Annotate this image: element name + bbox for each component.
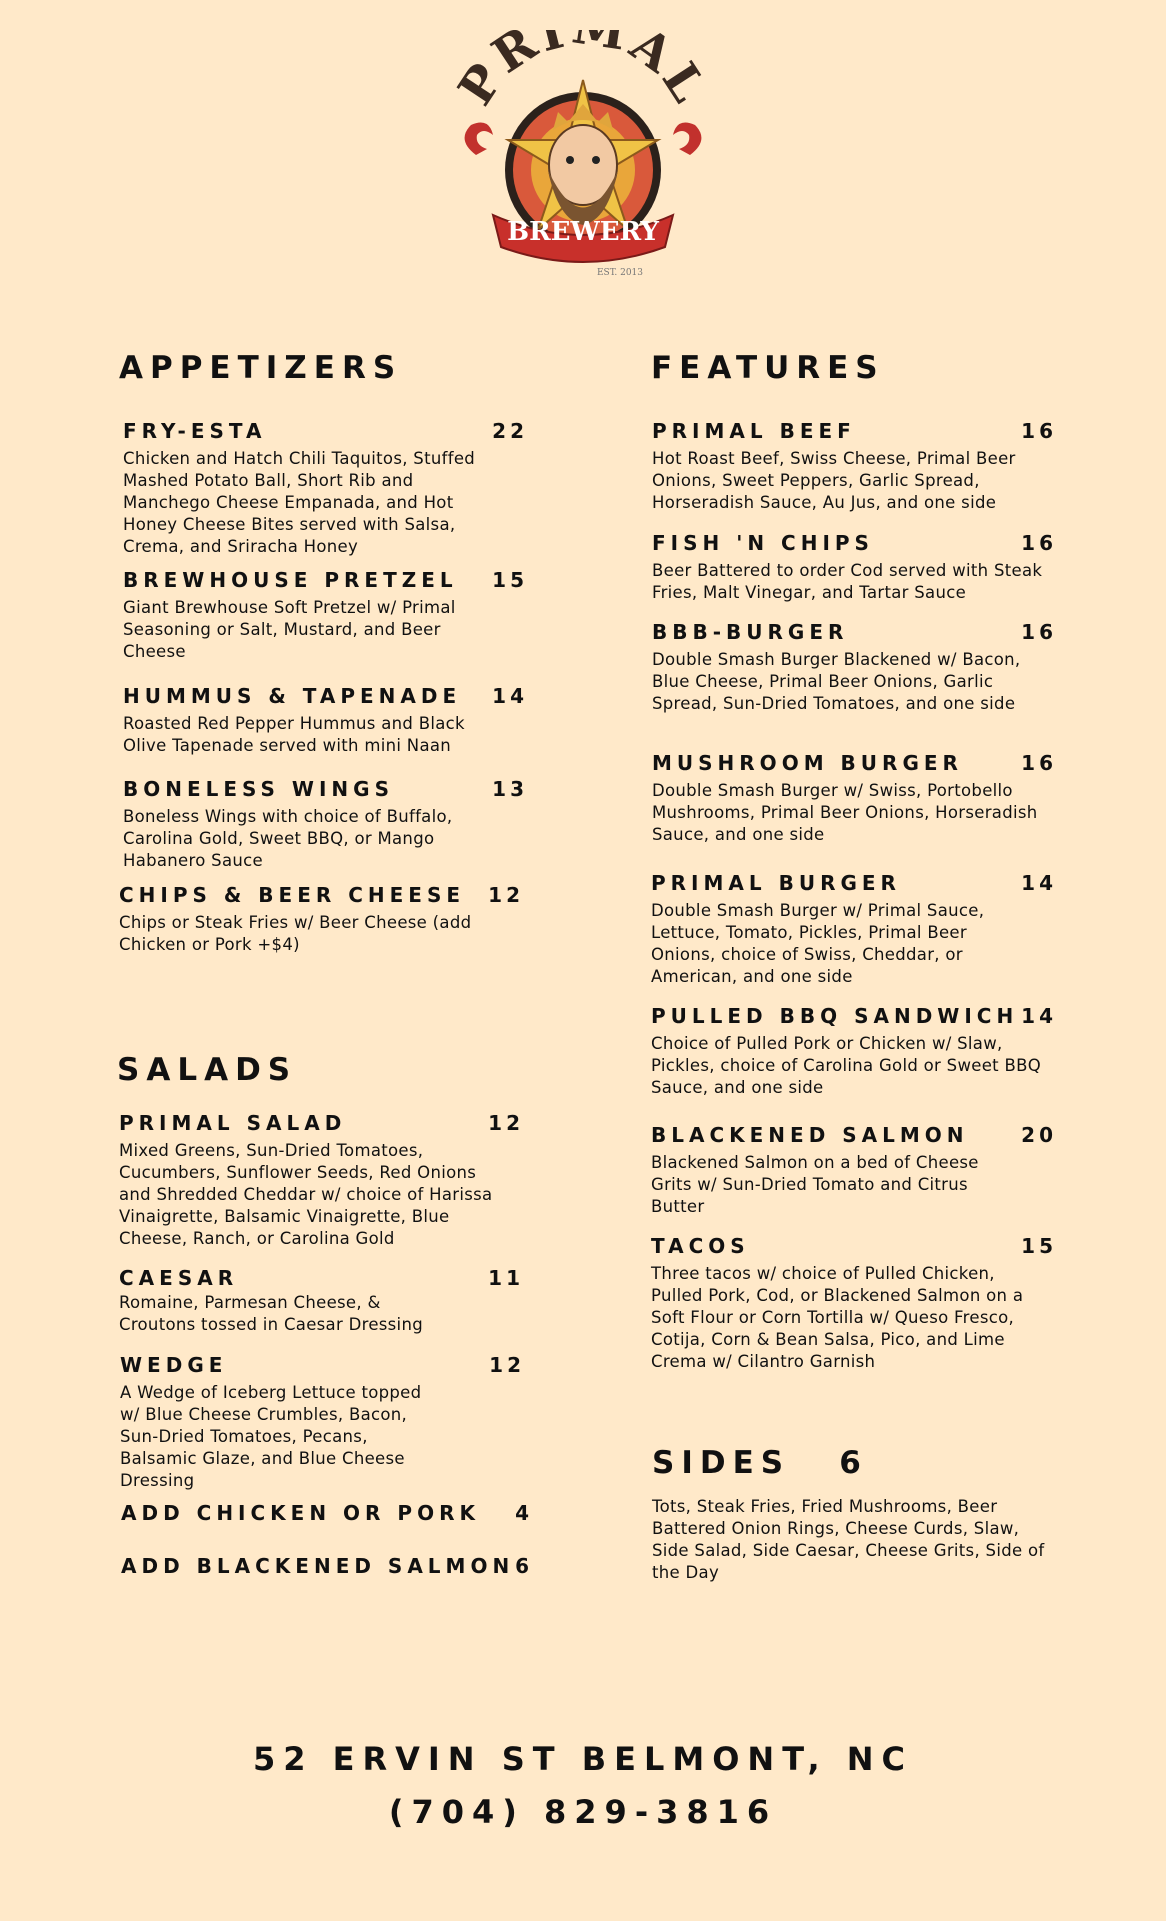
sides-description: Tots, Steak Fries, Fried Mushrooms, Beer Battered Onion Rings, Cheese Curds, Slaw, Side Salad, Side Caesar, Cheese Grits, Side of the Day [652, 1497, 1045, 1582]
menu-item [651, 1234, 1057, 1373]
sides-price: 6 [839, 1445, 868, 1481]
item-description: Chicken and Hatch Chili Taquitos, Stuffed Mashed Potato Ball, Short Rib and Manchego Cheese Empanada, and Hot Honey Cheese Bites served with Salsa, Crema, and Sriracha Honey [123, 449, 476, 556]
item-price: 12 [488, 883, 524, 907]
menu-item [119, 1266, 524, 1336]
item-name: PRIMAL BEEF [652, 419, 856, 443]
item-price: 13 [492, 777, 528, 801]
primal-brewery-logo [448, 30, 718, 286]
item-description: Double Smash Burger w/ Primal Sauce, Lettuce, Tomato, Pickles, Primal Beer Onions, choice of Swiss, Cheddar, or American, and one side [651, 901, 985, 986]
item-price: 16 [1021, 620, 1057, 644]
item-price: 12 [489, 1353, 525, 1377]
item-name: PRIMAL SALAD [119, 1111, 347, 1135]
item-description: Double Smash Burger w/ Swiss, Portobello Mushrooms, Primal Beer Onions, Horseradish Sauce, and one side [652, 781, 1038, 844]
svg-text:BREWERY: BREWERY [507, 217, 659, 247]
menu-item [123, 777, 528, 872]
item-description: Beer Battered to order Cod served with Steak Fries, Malt Vinegar, and Tartar Sauce [652, 561, 1043, 602]
svg-text:EST. 2013: EST. 2013 [596, 268, 644, 278]
item-price: 20 [1021, 1123, 1057, 1147]
item-price: 14 [492, 684, 528, 708]
item-description: Hot Roast Beef, Swiss Cheese, Primal Beer Onions, Sweet Peppers, Garlic Spread, Horseradish Sauce, Au Jus, and one side [652, 449, 1016, 512]
item-name: CAESAR [119, 1266, 239, 1290]
item-description: Boneless Wings with choice of Buffalo, Carolina Gold, Sweet BBQ, or Mango Habanero Sauce [123, 807, 453, 870]
item-name: HUMMUS & TAPENADE [123, 684, 462, 708]
addon-item [121, 1501, 533, 1525]
item-description: Giant Brewhouse Soft Pretzel w/ Primal Seasoning or Salt, Mustard, and Beer Cheese [123, 598, 456, 661]
item-description: Romaine, Parmesan Cheese, & Croutons tossed in Caesar Dressing [119, 1293, 423, 1334]
menu-item [651, 871, 1057, 988]
item-price: 14 [1021, 871, 1057, 895]
item-description: Blackened Salmon on a bed of Cheese Grits w/ Sun-Dried Tomato and Citrus Butter [651, 1153, 979, 1216]
item-name: WEDGE [120, 1353, 228, 1377]
menu-item [123, 684, 528, 757]
sides-title: SIDES [652, 1445, 791, 1481]
item-name: FRY-ESTA [123, 419, 267, 443]
addon-item [121, 1554, 533, 1578]
menu-item [120, 1353, 525, 1492]
item-name: BBB-BURGER [652, 620, 849, 644]
item-price: 15 [492, 568, 528, 592]
addon-price: 6 [515, 1554, 533, 1578]
menu-item [119, 883, 524, 956]
item-description: Double Smash Burger Blackened w/ Bacon, Blue Cheese, Primal Beer Onions, Garlic Spread, Sun-Dried Tomatoes, and one side [652, 650, 1021, 713]
item-description: Mixed Greens, Sun-Dried Tomatoes, Cucumbers, Sunflower Seeds, Red Onions and Shredded Cheddar w/ choice of Harissa Vinaigrette, Balsamic Vinaigrette, Blue Cheese, Ranch, or Carolina Gold [119, 1141, 493, 1248]
svg-text:PRIMAL: PRIMAL [448, 30, 718, 116]
menu-item [119, 1111, 524, 1250]
item-name: MUSHROOM BURGER [652, 751, 963, 775]
features-title: FEATURES [651, 350, 885, 386]
item-name: FISH 'N CHIPS [652, 531, 874, 555]
addon-price: 4 [515, 1501, 533, 1525]
menu-item [652, 620, 1057, 715]
item-name: BONELESS WINGS [123, 777, 394, 801]
item-description: Three tacos w/ choice of Pulled Chicken, Pulled Pork, Cod, or Blackened Salmon on a Soft Flour or Corn Tortilla w/ Queso Fresco, Cotija, Corn & Bean Salsa, Pico, and Lime Crema w/ Cilantro Garnish [651, 1264, 1024, 1371]
address: 52 ERVIN ST BELMONT, NC [252, 1740, 914, 1778]
item-price: 22 [492, 419, 528, 443]
item-name: TACOS [651, 1234, 750, 1258]
sides-header [652, 1445, 868, 1481]
item-price: 16 [1021, 751, 1057, 775]
menu-item [652, 531, 1057, 604]
salads-title: SALADS [117, 1052, 298, 1088]
addon-name: ADD CHICKEN OR PORK [121, 1501, 480, 1525]
menu-item [651, 1004, 1057, 1099]
menu-item [651, 1123, 1057, 1218]
menu-item [652, 419, 1057, 514]
item-name: BLACKENED SALMON [651, 1123, 969, 1147]
menu-item [123, 419, 528, 558]
item-description: Chips or Steak Fries w/ Beer Cheese (add Chicken or Pork +$4) [119, 913, 472, 954]
item-description: Choice of Pulled Pork or Chicken w/ Slaw, Pickles, choice of Carolina Gold or Sweet BBQ Sauce, and one side [651, 1034, 1041, 1097]
item-price: 15 [1021, 1234, 1057, 1258]
item-description: Roasted Red Pepper Hummus and Black Olive Tapenade served with mini Naan [123, 714, 465, 755]
item-price: 16 [1021, 419, 1057, 443]
menu-item [123, 568, 528, 663]
item-price: 14 [1021, 1004, 1057, 1028]
item-description: A Wedge of Iceberg Lettuce topped w/ Blue Cheese Crumbles, Bacon, Sun-Dried Tomatoes, Pecans, Balsamic Glaze, and Blue Cheese Dressing [120, 1383, 422, 1490]
item-price: 12 [488, 1111, 524, 1135]
item-price: 11 [488, 1266, 524, 1290]
item-name: BREWHOUSE PRETZEL [123, 568, 458, 592]
item-name: PULLED BBQ SANDWICH [651, 1004, 1019, 1028]
item-price: 16 [1021, 531, 1057, 555]
phone-number: (704) 829-3816 [388, 1793, 778, 1831]
addon-name: ADD BLACKENED SALMON [121, 1554, 515, 1578]
item-name: CHIPS & BEER CHEESE [119, 883, 466, 907]
menu-item [652, 751, 1057, 846]
item-name: PRIMAL BURGER [651, 871, 901, 895]
appetizers-title: APPETIZERS [119, 350, 403, 386]
